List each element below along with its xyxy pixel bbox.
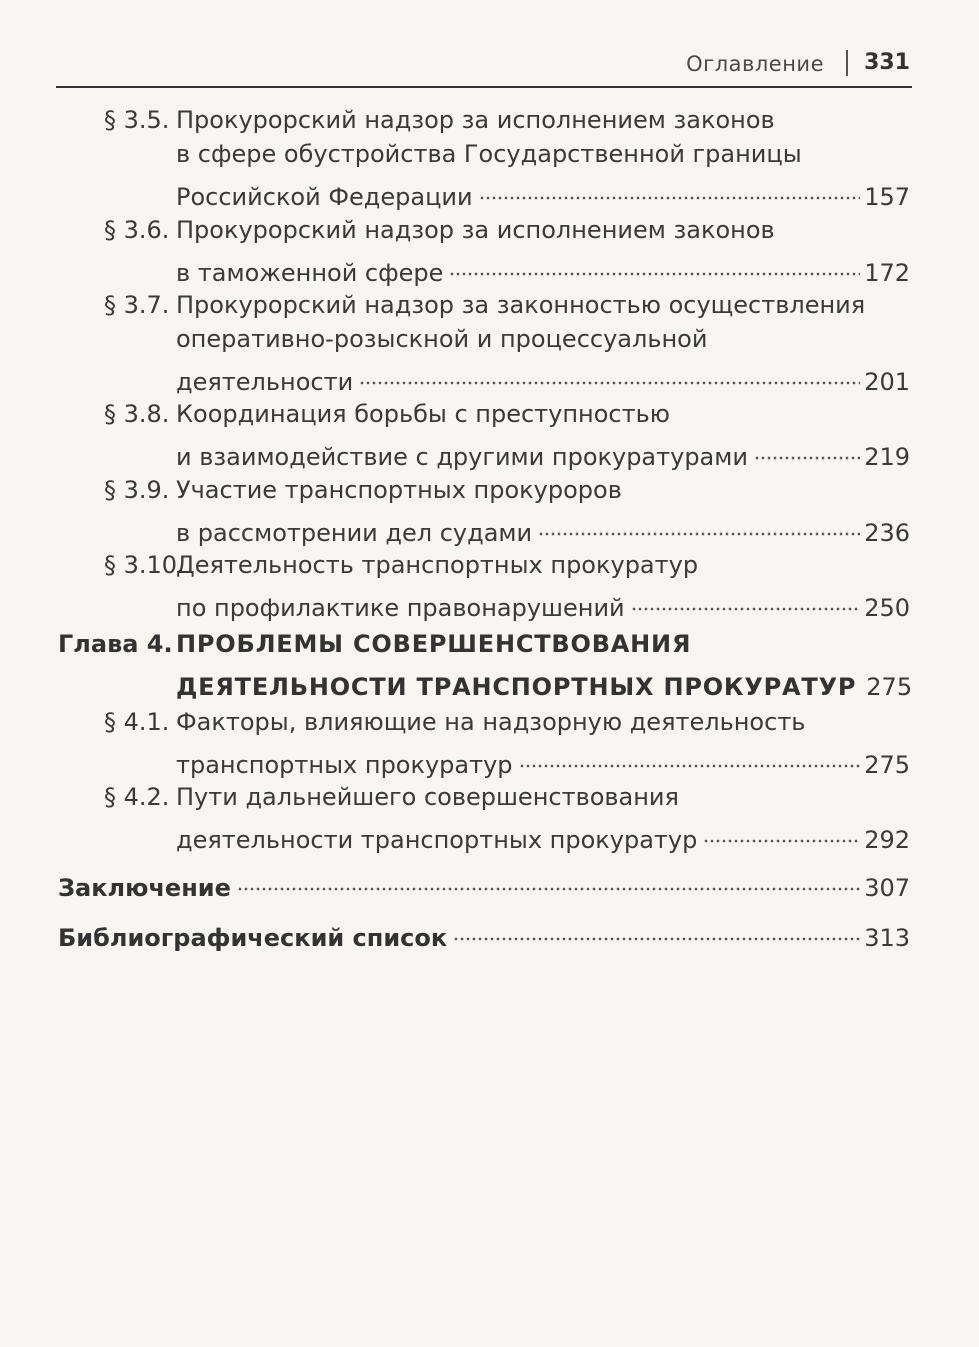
toc-entry-line: и взаимодействие с другими прокуратурами	[176, 443, 748, 471]
toc-entry-line: Деятельность транспортных прокуратур	[176, 551, 699, 579]
toc-entry-title: Заключение	[58, 874, 231, 902]
toc-page-number: 157	[864, 183, 910, 211]
dot-leader	[703, 814, 860, 848]
header-title: Оглавление	[686, 52, 824, 76]
toc-entry-number: § 4.1.	[104, 708, 170, 736]
toc-entry-line: по профилактике правонарушений	[176, 594, 625, 622]
toc-entry-line: Прокурорский надзор за исполнением законов	[176, 106, 775, 134]
dot-leader	[449, 247, 860, 281]
toc-entry-line: деятельности	[176, 368, 354, 396]
toc-page-number: 307	[864, 874, 910, 902]
toc-entry-line: в рассмотрении дел судами	[176, 519, 533, 547]
toc-entry-number: § 3.6.	[104, 216, 170, 244]
header-rule	[56, 86, 912, 88]
dot-leader	[237, 862, 860, 896]
toc-entry-number: § 3.8.	[104, 400, 170, 428]
toc-page-number: 313	[864, 924, 910, 952]
toc-chapter-title-line: ПРОБЛЕМЫ СОВЕРШЕНСТВОВАНИЯ	[176, 630, 692, 658]
toc-entry-line: в сфере обустройства Государственной границы	[176, 140, 802, 168]
toc-entry-title: Библиографический список	[58, 924, 448, 952]
toc-entry-number: § 3.10.	[104, 551, 185, 579]
toc-entry-line: Участие транспортных прокуроров	[176, 476, 622, 504]
toc-page-number: 236	[864, 519, 910, 547]
dot-leader	[519, 739, 861, 773]
toc-page-number: 250	[864, 594, 910, 622]
toc-entry-line: Факторы, влияющие на надзорную деятельность	[176, 708, 806, 736]
toc-page-number: 275	[866, 673, 913, 701]
toc-page-number: 219	[864, 443, 910, 471]
toc-entry-line: Российской Федерации	[176, 183, 473, 211]
toc-entry-line: транспортных прокуратур	[176, 751, 513, 779]
toc-entry-line: оперативно-розыскной и процессуальной	[176, 325, 708, 353]
running-header	[56, 44, 912, 88]
toc-entry-line: деятельности транспортных прокуратур	[176, 826, 698, 854]
header-page-number: 331	[864, 50, 910, 75]
toc-chapter-number: Глава 4.	[58, 630, 173, 658]
toc-entry-line: в таможенной сфере	[176, 259, 444, 287]
toc-entry-number: § 3.9.	[104, 476, 170, 504]
header-separator	[846, 50, 848, 76]
toc-entry-line: Прокурорский надзор за исполнением законов	[176, 216, 775, 244]
toc-entry-number: § 4.2.	[104, 783, 170, 811]
toc-entry-line: Прокурорский надзор за законностью осуществления	[176, 291, 866, 319]
toc-page-number: 275	[864, 751, 910, 779]
dot-leader	[359, 356, 860, 390]
toc-entry-number: § 3.5.	[104, 106, 170, 134]
toc-entry-number: § 3.7.	[104, 291, 170, 319]
toc-entry-line: Координация борьбы с преступностью	[176, 400, 670, 428]
toc-entry-line: Пути дальнейшего совершенствования	[176, 783, 679, 811]
dot-leader	[538, 507, 860, 541]
dot-leader	[479, 171, 861, 205]
toc-page-number: 201	[864, 368, 910, 396]
toc-chapter-title-line: ДЕЯТЕЛЬНОСТИ ТРАНСПОРТНЫХ ПРОКУРАТУР	[176, 673, 857, 701]
toc-page-number: 172	[864, 259, 910, 287]
dot-leader	[754, 431, 860, 465]
dot-leader	[453, 912, 860, 946]
dot-leader	[631, 582, 861, 616]
toc-page-number: 292	[864, 826, 910, 854]
